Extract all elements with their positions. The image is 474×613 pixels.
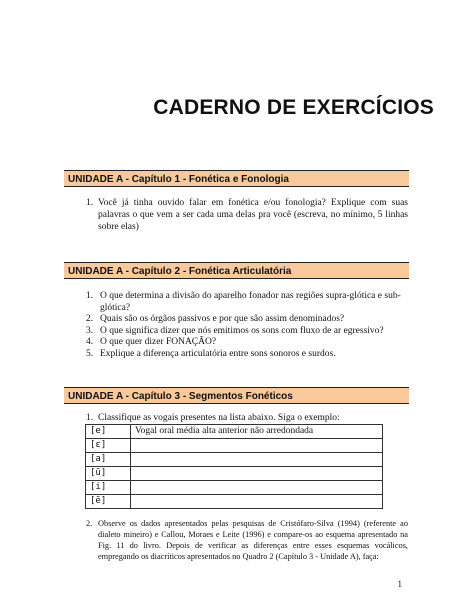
question-text: Você já tinha ouvido falar em fonética e/ou fonologia? Explique com suas palavras o que vem a ser cada uma delas pra você (escreva, no mínimo, 5 linhas sobre elas)	[98, 198, 408, 232]
question-number: 1.	[86, 413, 94, 423]
table-row: [e] Vogal oral média alta anterior não arredondada	[86, 425, 383, 439]
table-row: [a]	[86, 453, 383, 467]
list-item: 5. Explique a diferença articulatória entre sons sonoros e surdos.	[86, 348, 336, 359]
section-header-chapter-1: UNIDADE A - Capítulo 1 - Fonética e Fonologia	[64, 170, 409, 187]
question-text: Classifique as vogais presentes na lista abaixo. Siga o exemplo:	[98, 413, 340, 423]
question-number: 1.	[86, 198, 94, 208]
table-row: [i]	[86, 481, 383, 495]
section-header-chapter-2: UNIDADE A - Capítulo 2 - Fonética Articulatória	[64, 262, 409, 279]
page-number: 1	[397, 579, 402, 589]
question-list	[86, 291, 408, 361]
table-row: [ũ]	[86, 467, 383, 481]
question-number: 2.	[86, 519, 93, 528]
list-item: 3. O que significa dizer que nós emitimos os sons com fluxo de ar egressivo?	[86, 325, 384, 336]
list-item: 4. O que quer dizer FONAÇÃO?	[86, 337, 217, 348]
list-item: 1. O que determina a divisão do aparelho fonador nas regiões supra-glótica e sub-glótica?	[86, 291, 401, 313]
list-item: 2. Quais são os órgãos passivos e por que são assim denominados?	[86, 314, 345, 325]
table-row: [ɛ]	[86, 439, 383, 453]
table-row: [ẽ]	[86, 495, 383, 509]
question-text: Observe os dados apresentados pelas pesquisas de Cristófaro-Silva (1994) (referente ao dialeto mineiro) e Callou, Moraes e Leite (1996) e compare-os ao esquema apresentado na Fig. 11 do livro. Depois de verificar as diferenças entre esses esquemas vocálicos, empregando os diacríticos apresentados no Quadro 2 (Capítulo 3 - Unidade A), faça:	[98, 519, 408, 561]
section-header-chapter-3: UNIDADE A - Capítulo 3 - Segmentos Fonéticos	[64, 387, 409, 404]
page-title: CADERNO DE EXERCÍCIOS	[153, 96, 434, 119]
vowel-table	[85, 424, 383, 509]
